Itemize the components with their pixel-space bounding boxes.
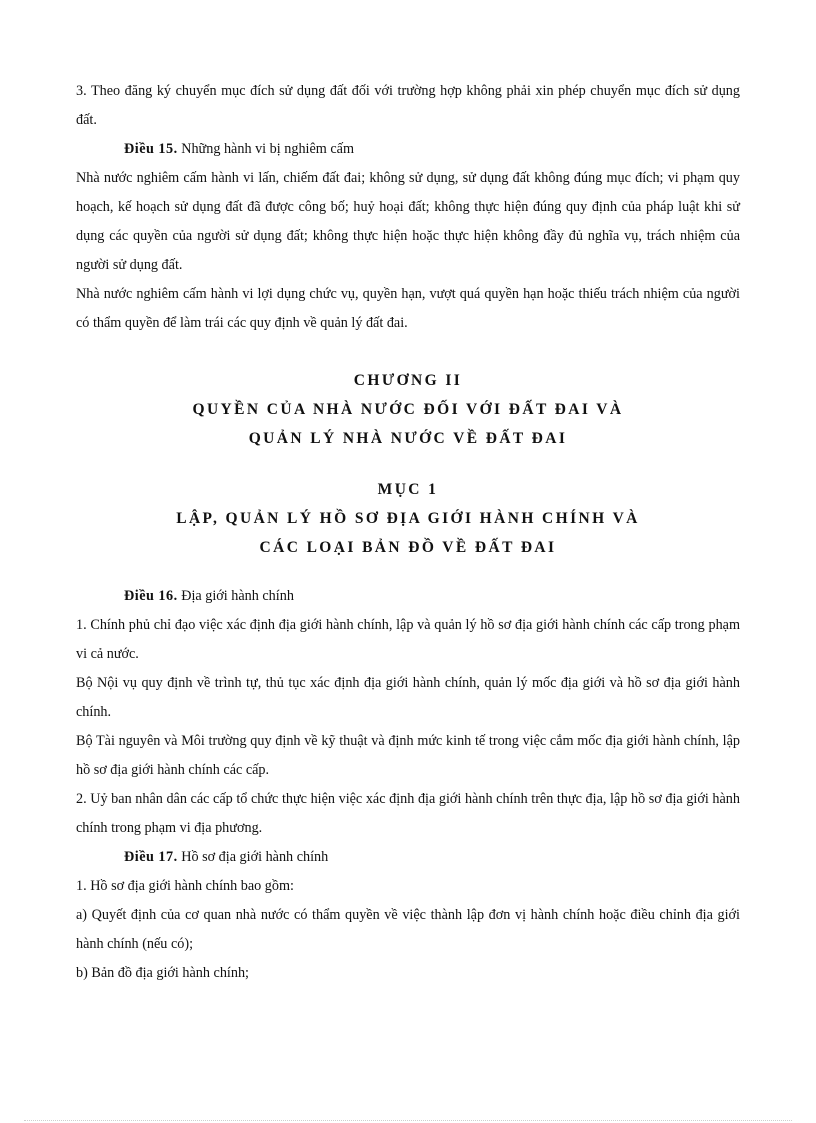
- document-page: [76, 77, 740, 988]
- section-title-line-2: CÁC LOẠI BẢN ĐỒ VỀ ĐẤT ĐAI: [259, 539, 557, 556]
- paragraph-article-16-4: 2. Uỷ ban nhân dân các cấp tổ chức thực hiện việc xác định địa giới hành chính trên thực địa, lập hồ sơ địa giới hành chính trong phạm vi địa phương.: [76, 791, 740, 836]
- article-17-heading: [76, 843, 740, 872]
- chapter-number: CHƯƠNG II: [353, 372, 463, 389]
- chapter-title-line-2: QUẢN LÝ NHÀ NƯỚC VỀ ĐẤT ĐAI: [248, 430, 568, 447]
- article-15-heading: [76, 135, 740, 164]
- paragraph-article-17-1: 1. Hồ sơ địa giới hành chính bao gồm:: [76, 878, 294, 894]
- paragraph-article-16-3: Bộ Tài nguyên và Môi trường quy định về kỹ thuật và định mức kinh tế trong việc cắm mốc địa giới hành chính, lập hồ sơ địa giới hành chính các cấp.: [76, 733, 740, 778]
- article-17-label: Điều 17.: [124, 849, 178, 865]
- article-16-label: Điều 16.: [124, 588, 178, 604]
- paragraph-article-16-1: 1. Chính phủ chỉ đạo việc xác định địa giới hành chính, lập và quản lý hồ sơ địa giới hành chính các cấp trong phạm vi cả nước.: [76, 617, 740, 662]
- paragraph-clause-3: 3. Theo đăng ký chuyển mục đích sử dụng đất đối với trường hợp không phải xin phép chuyển mục đích sử dụng đất.: [76, 83, 740, 128]
- chapter-title-line-1: QUYỀN CỦA NHÀ NƯỚC ĐỐI VỚI ĐẤT ĐAI VÀ: [192, 401, 624, 418]
- paragraph-article-16-2: Bộ Nội vụ quy định về trình tự, thủ tục xác định địa giới hành chính, quản lý mốc địa giới và hồ sơ địa giới hành chính.: [76, 675, 740, 720]
- article-15-title: Những hành vi bị nghiêm cấm: [177, 141, 354, 157]
- page-bottom-divider: [24, 1120, 792, 1121]
- article-16-title: Địa giới hành chính: [177, 588, 294, 604]
- article-16-heading: [76, 582, 740, 611]
- paragraph-article-17-b: b) Bản đồ địa giới hành chính;: [76, 965, 249, 981]
- paragraph-prohibition-2: Nhà nước nghiêm cấm hành vi lợi dụng chức vụ, quyền hạn, vượt quá quyền hạn hoặc thiếu trách nhiệm của người có thẩm quyền để làm trái các quy định về quản lý đất đai.: [76, 286, 740, 331]
- article-15-label: Điều 15.: [124, 141, 178, 157]
- spacer: [76, 338, 740, 366]
- paragraph-prohibition-1: Nhà nước nghiêm cấm hành vi lấn, chiếm đất đai; không sử dụng, sử dụng đất không đúng mục đích; vi phạm quy hoạch, kế hoạch sử dụng đất đã được công bố; huỷ hoại đất; không thực hiện đúng quy định của pháp luật khi sử dụng các quyền của người sử dụng đất; không thực hiện hoặc thực hiện không đầy đủ nghĩa vụ, trách nhiệm của người sử dụng đất.: [76, 170, 740, 273]
- section-title-line-1: LẬP, QUẢN LÝ HỒ SƠ ĐỊA GIỚI HÀNH CHÍNH VÀ: [176, 510, 640, 527]
- paragraph-article-17-a: a) Quyết định của cơ quan nhà nước có thẩm quyền về việc thành lập đơn vị hành chính hoặc điều chỉnh địa giới hành chính (nếu có);: [76, 907, 740, 952]
- spacer: [76, 562, 740, 582]
- spacer: [76, 453, 740, 475]
- article-17-title: Hồ sơ địa giới hành chính: [177, 849, 329, 865]
- section-number: MỤC 1: [377, 481, 439, 498]
